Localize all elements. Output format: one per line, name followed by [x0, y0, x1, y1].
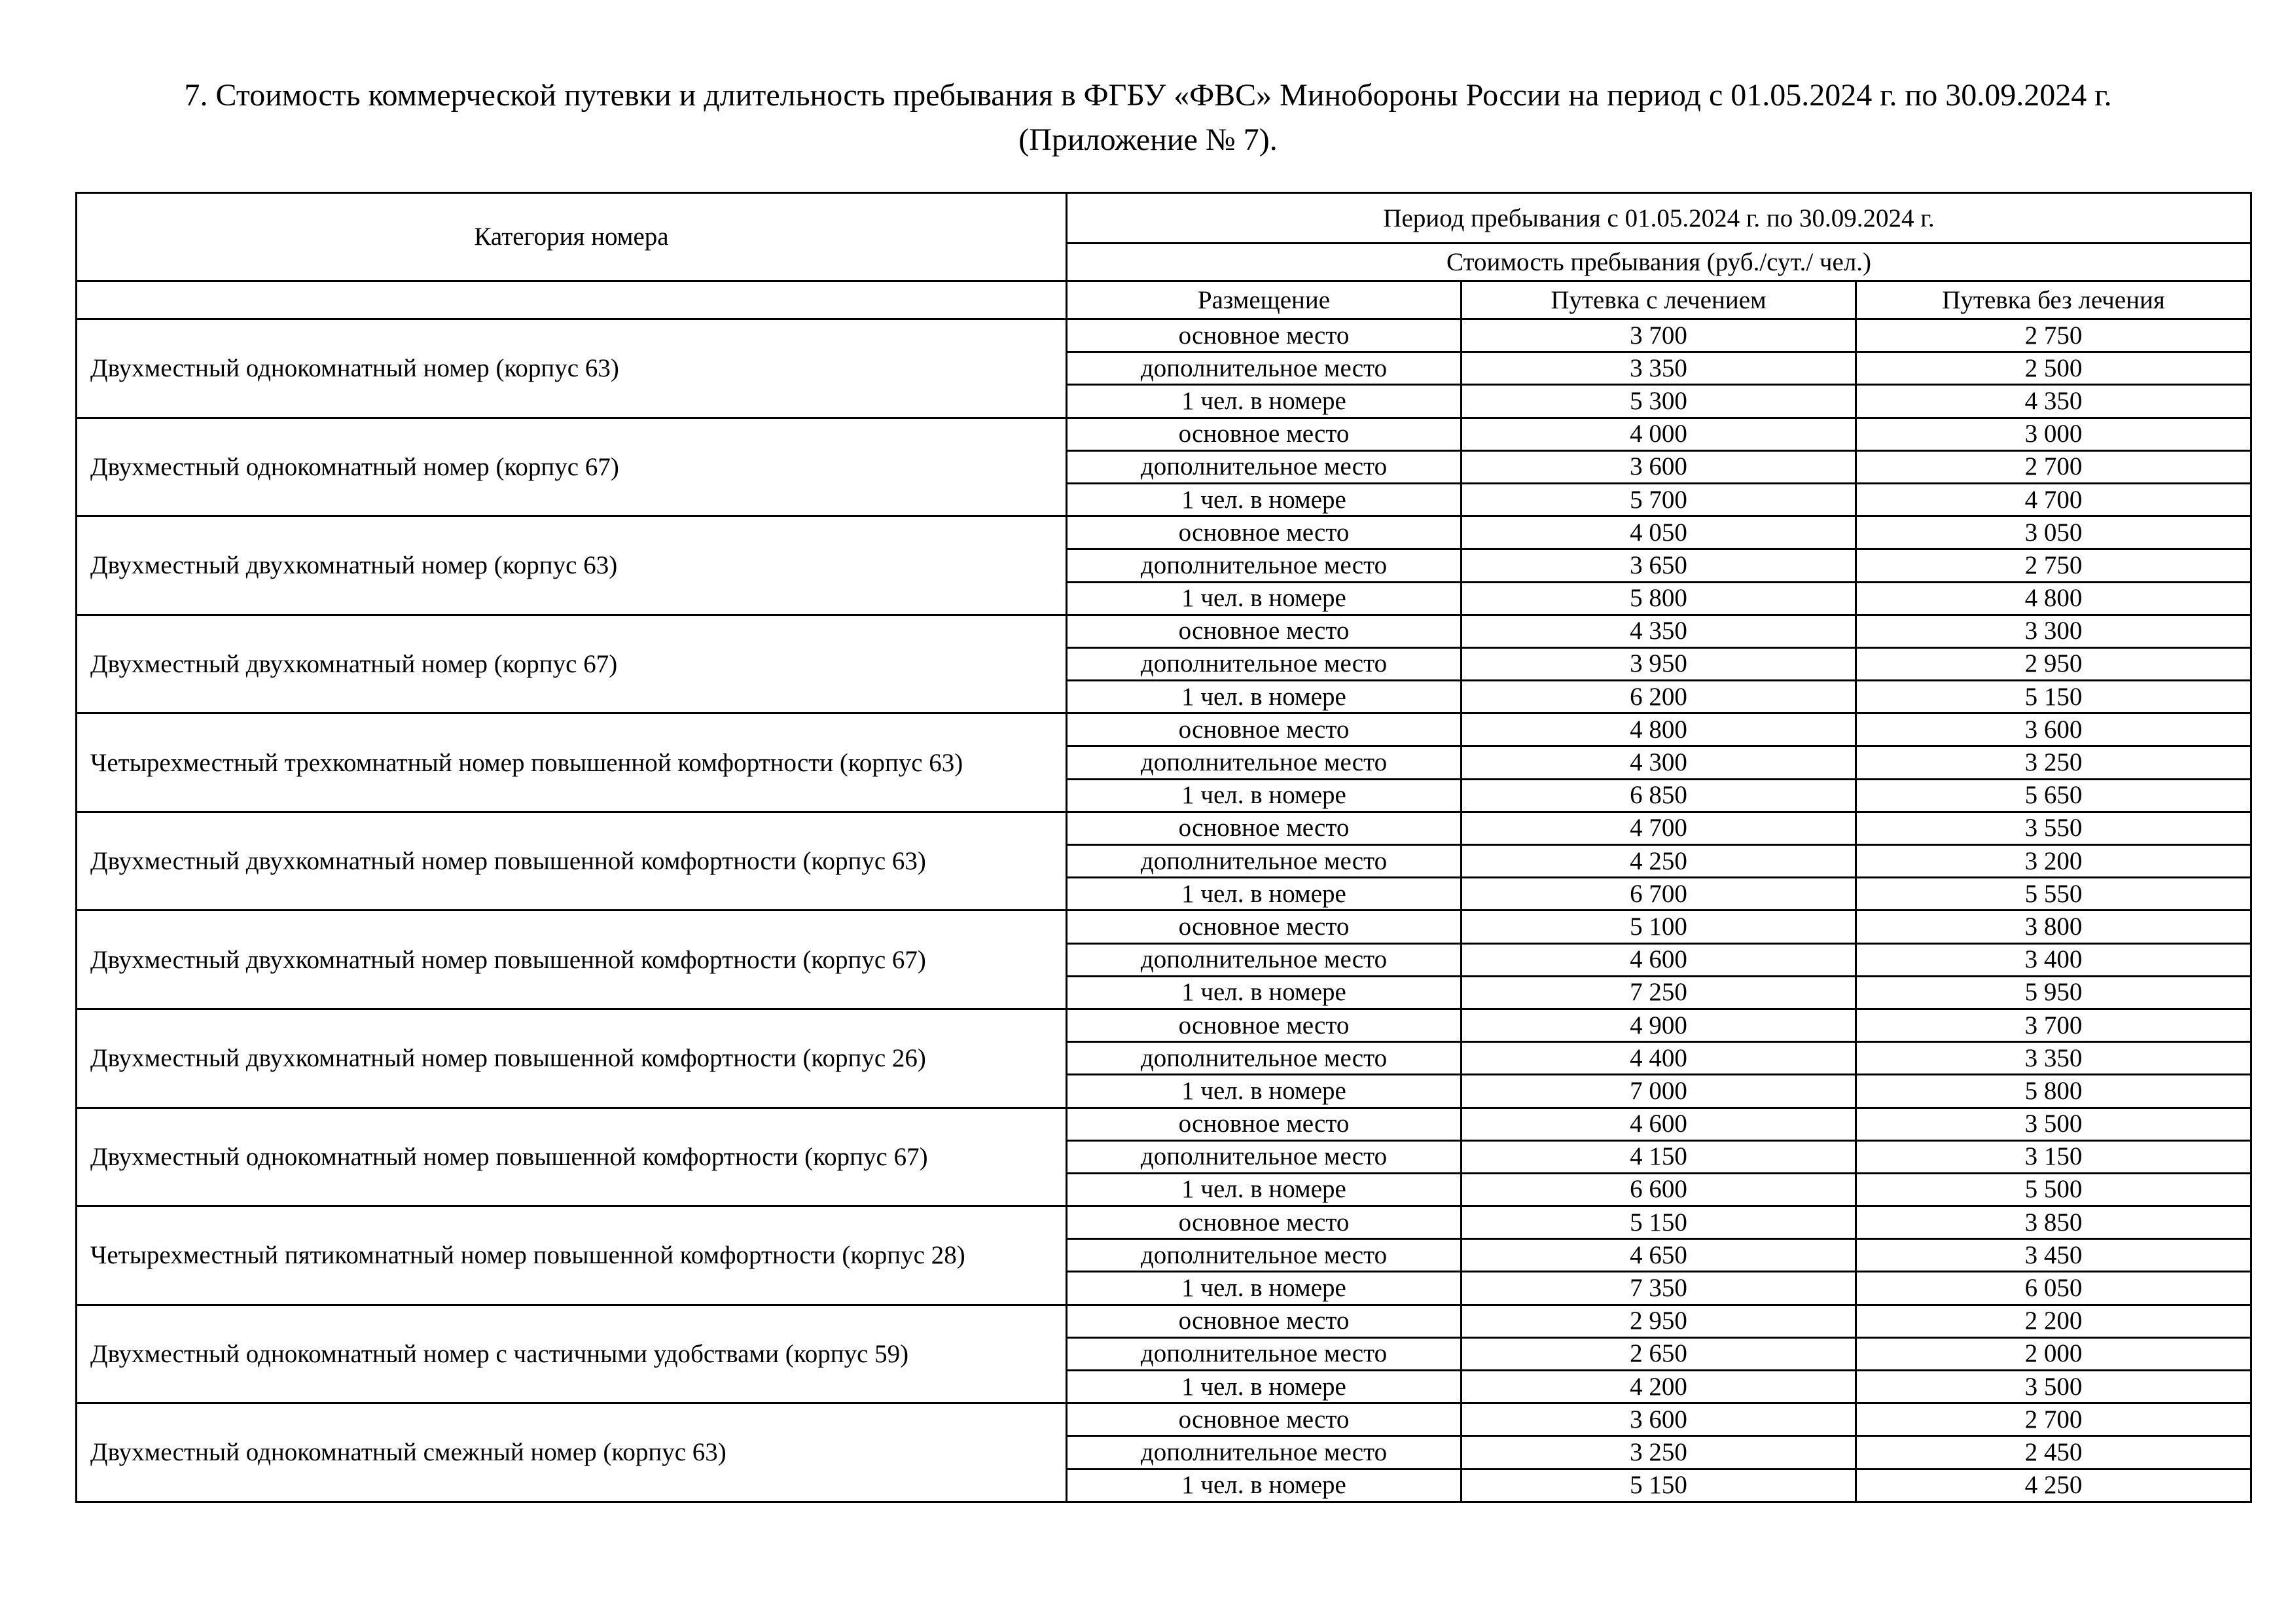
- price-with-treatment-cell: 4 600: [1462, 1108, 1856, 1140]
- placement-cell: основное место: [1067, 1206, 1462, 1239]
- room-category-cell: Двухместный однокомнатный номер (корпус 67): [77, 418, 1067, 516]
- price-with-treatment-cell: 4 350: [1462, 615, 1856, 647]
- room-category-cell: Двухместный двухкомнатный номер (корпус 63): [77, 516, 1067, 615]
- document-heading: [0, 73, 2296, 162]
- price-table-body: [77, 319, 2251, 1502]
- price-without-treatment-cell: 3 150: [1856, 1140, 2251, 1173]
- price-without-treatment-cell: 3 250: [1856, 746, 2251, 779]
- price-without-treatment-cell: 2 700: [1856, 450, 2251, 483]
- header-placement: Размещение: [1067, 281, 1462, 319]
- table-row: [77, 1009, 2251, 1041]
- room-category-cell: Двухместный однокомнатный номер с частичными удобствами (корпус 59): [77, 1305, 1067, 1403]
- table-row: [77, 516, 2251, 549]
- price-with-treatment-cell: 3 600: [1462, 1403, 1856, 1436]
- price-with-treatment-cell: 4 200: [1462, 1371, 1856, 1403]
- placement-cell: основное место: [1067, 1108, 1462, 1140]
- placement-cell: 1 чел. в номере: [1067, 1272, 1462, 1305]
- table-row: [77, 713, 2251, 746]
- price-with-treatment-cell: 5 100: [1462, 911, 1856, 943]
- price-without-treatment-cell: 2 950: [1856, 647, 2251, 680]
- price-with-treatment-cell: 4 250: [1462, 845, 1856, 878]
- price-with-treatment-cell: 4 150: [1462, 1140, 1856, 1173]
- placement-cell: дополнительное место: [1067, 1337, 1462, 1370]
- table-row: [77, 911, 2251, 943]
- placement-cell: основное место: [1067, 418, 1462, 450]
- header-category-continued: [77, 281, 1067, 319]
- price-with-treatment-cell: 7 350: [1462, 1272, 1856, 1305]
- price-without-treatment-cell: 3 000: [1856, 418, 2251, 450]
- price-table: [75, 192, 2252, 1503]
- table-row: [77, 1403, 2251, 1436]
- price-without-treatment-cell: 2 450: [1856, 1436, 2251, 1469]
- placement-cell: основное место: [1067, 713, 1462, 746]
- price-without-treatment-cell: 2 500: [1856, 352, 2251, 385]
- placement-cell: дополнительное место: [1067, 746, 1462, 779]
- room-category-cell: Двухместный двухкомнатный номер повышенной комфортности (корпус 67): [77, 911, 1067, 1009]
- price-without-treatment-cell: 2 750: [1856, 549, 2251, 582]
- price-without-treatment-cell: 5 950: [1856, 976, 2251, 1009]
- placement-cell: 1 чел. в номере: [1067, 779, 1462, 812]
- price-with-treatment-cell: 6 700: [1462, 878, 1856, 911]
- price-without-treatment-cell: 5 800: [1856, 1075, 2251, 1108]
- room-category-cell: Двухместный двухкомнатный номер повышенной комфортности (корпус 26): [77, 1009, 1067, 1108]
- table-row: [77, 615, 2251, 647]
- placement-cell: 1 чел. в номере: [1067, 582, 1462, 615]
- price-without-treatment-cell: 3 500: [1856, 1108, 2251, 1140]
- heading-title: 7. Стоимость коммерческой путевки и длительность пребывания в ФГБУ «ФВС» Минобороны России на период с 01.05.2024 г. по 30.09.2024 г.: [184, 78, 2112, 113]
- price-with-treatment-cell: 4 900: [1462, 1009, 1856, 1041]
- price-with-treatment-cell: 7 250: [1462, 976, 1856, 1009]
- header-with-treatment: Путевка с лечением: [1462, 281, 1856, 319]
- price-without-treatment-cell: 3 050: [1856, 516, 2251, 549]
- placement-cell: дополнительное место: [1067, 647, 1462, 680]
- placement-cell: дополнительное место: [1067, 450, 1462, 483]
- price-with-treatment-cell: 4 800: [1462, 713, 1856, 746]
- price-without-treatment-cell: 4 700: [1856, 483, 2251, 516]
- placement-cell: дополнительное место: [1067, 352, 1462, 385]
- price-with-treatment-cell: 3 250: [1462, 1436, 1856, 1469]
- room-category-cell: Двухместный однокомнатный смежный номер (корпус 63): [77, 1403, 1067, 1502]
- price-with-treatment-cell: 4 050: [1462, 516, 1856, 549]
- price-with-treatment-cell: 4 000: [1462, 418, 1856, 450]
- price-with-treatment-cell: 3 350: [1462, 352, 1856, 385]
- price-with-treatment-cell: 3 700: [1462, 319, 1856, 352]
- price-without-treatment-cell: 6 050: [1856, 1272, 2251, 1305]
- room-category-cell: Двухместный однокомнатный номер (корпус 63): [77, 319, 1067, 418]
- price-without-treatment-cell: 3 800: [1856, 911, 2251, 943]
- price-with-treatment-cell: 6 600: [1462, 1173, 1856, 1206]
- placement-cell: 1 чел. в номере: [1067, 681, 1462, 713]
- room-category-cell: Двухместный двухкомнатный номер повышенной комфортности (корпус 63): [77, 812, 1067, 911]
- price-without-treatment-cell: 4 350: [1856, 385, 2251, 418]
- room-category-cell: Двухместный двухкомнатный номер (корпус 67): [77, 615, 1067, 713]
- price-without-treatment-cell: 3 850: [1856, 1206, 2251, 1239]
- placement-cell: 1 чел. в номере: [1067, 1469, 1462, 1502]
- price-with-treatment-cell: 4 300: [1462, 746, 1856, 779]
- placement-cell: дополнительное место: [1067, 1042, 1462, 1075]
- placement-cell: основное место: [1067, 911, 1462, 943]
- placement-cell: основное место: [1067, 1305, 1462, 1337]
- placement-cell: 1 чел. в номере: [1067, 1371, 1462, 1403]
- price-with-treatment-cell: 4 400: [1462, 1042, 1856, 1075]
- price-with-treatment-cell: 7 000: [1462, 1075, 1856, 1108]
- price-without-treatment-cell: 2 200: [1856, 1305, 2251, 1337]
- price-without-treatment-cell: 5 150: [1856, 681, 2251, 713]
- price-with-treatment-cell: 2 650: [1462, 1337, 1856, 1370]
- placement-cell: дополнительное место: [1067, 549, 1462, 582]
- placement-cell: дополнительное место: [1067, 845, 1462, 878]
- price-with-treatment-cell: 5 150: [1462, 1469, 1856, 1502]
- price-with-treatment-cell: 5 800: [1462, 582, 1856, 615]
- price-without-treatment-cell: 3 550: [1856, 812, 2251, 844]
- price-with-treatment-cell: 3 950: [1462, 647, 1856, 680]
- table-row: [77, 812, 2251, 844]
- placement-cell: дополнительное место: [1067, 1239, 1462, 1272]
- price-with-treatment-cell: 5 150: [1462, 1206, 1856, 1239]
- room-category-cell: Четырехместный трехкомнатный номер повышенной комфортности (корпус 63): [77, 713, 1067, 812]
- price-with-treatment-cell: 4 600: [1462, 943, 1856, 976]
- table-row: [77, 1206, 2251, 1239]
- price-without-treatment-cell: 3 600: [1856, 713, 2251, 746]
- price-with-treatment-cell: 3 650: [1462, 549, 1856, 582]
- price-with-treatment-cell: 4 650: [1462, 1239, 1856, 1272]
- placement-cell: основное место: [1067, 812, 1462, 844]
- placement-cell: 1 чел. в номере: [1067, 1075, 1462, 1108]
- price-with-treatment-cell: 5 700: [1462, 483, 1856, 516]
- price-with-treatment-cell: 5 300: [1462, 385, 1856, 418]
- placement-cell: 1 чел. в номере: [1067, 483, 1462, 516]
- table-row: [77, 1108, 2251, 1140]
- header-category: Категория номера: [77, 193, 1067, 281]
- table-row: [77, 418, 2251, 450]
- placement-cell: 1 чел. в номере: [1067, 976, 1462, 1009]
- price-without-treatment-cell: 3 400: [1856, 943, 2251, 976]
- price-without-treatment-cell: 5 650: [1856, 779, 2251, 812]
- price-without-treatment-cell: 2 700: [1856, 1403, 2251, 1436]
- placement-cell: 1 чел. в номере: [1067, 1173, 1462, 1206]
- placement-cell: 1 чел. в номере: [1067, 878, 1462, 911]
- price-without-treatment-cell: 2 750: [1856, 319, 2251, 352]
- price-without-treatment-cell: 3 450: [1856, 1239, 2251, 1272]
- price-without-treatment-cell: 4 250: [1856, 1469, 2251, 1502]
- price-without-treatment-cell: 3 500: [1856, 1371, 2251, 1403]
- room-category-cell: Четырехместный пятикомнатный номер повышенной комфортности (корпус 28): [77, 1206, 1067, 1305]
- price-table-header: [77, 193, 2251, 319]
- price-with-treatment-cell: 4 700: [1462, 812, 1856, 844]
- header-without-treatment: Путевка без лечения: [1856, 281, 2251, 319]
- placement-cell: основное место: [1067, 615, 1462, 647]
- price-with-treatment-cell: 6 200: [1462, 681, 1856, 713]
- table-row: [77, 319, 2251, 352]
- price-without-treatment-cell: 2 000: [1856, 1337, 2251, 1370]
- price-with-treatment-cell: 3 600: [1462, 450, 1856, 483]
- placement-cell: дополнительное место: [1067, 1140, 1462, 1173]
- heading-appendix: (Приложение № 7).: [1018, 122, 1278, 157]
- price-without-treatment-cell: 5 500: [1856, 1173, 2251, 1206]
- price-without-treatment-cell: 3 200: [1856, 845, 2251, 878]
- placement-cell: дополнительное место: [1067, 1436, 1462, 1469]
- price-without-treatment-cell: 3 700: [1856, 1009, 2251, 1041]
- price-without-treatment-cell: 3 350: [1856, 1042, 2251, 1075]
- placement-cell: дополнительное место: [1067, 943, 1462, 976]
- price-without-treatment-cell: 5 550: [1856, 878, 2251, 911]
- placement-cell: основное место: [1067, 516, 1462, 549]
- header-cost: Стоимость пребывания (руб./сут./ чел.): [1067, 244, 2251, 281]
- header-period: Период пребывания с 01.05.2024 г. по 30.09.2024 г.: [1067, 193, 2251, 244]
- placement-cell: 1 чел. в номере: [1067, 385, 1462, 418]
- placement-cell: основное место: [1067, 1009, 1462, 1041]
- table-row: [77, 1305, 2251, 1337]
- price-with-treatment-cell: 6 850: [1462, 779, 1856, 812]
- placement-cell: основное место: [1067, 1403, 1462, 1436]
- price-without-treatment-cell: 3 300: [1856, 615, 2251, 647]
- room-category-cell: Двухместный однокомнатный номер повышенной комфортности (корпус 67): [77, 1108, 1067, 1206]
- price-without-treatment-cell: 4 800: [1856, 582, 2251, 615]
- placement-cell: основное место: [1067, 319, 1462, 352]
- price-with-treatment-cell: 2 950: [1462, 1305, 1856, 1337]
